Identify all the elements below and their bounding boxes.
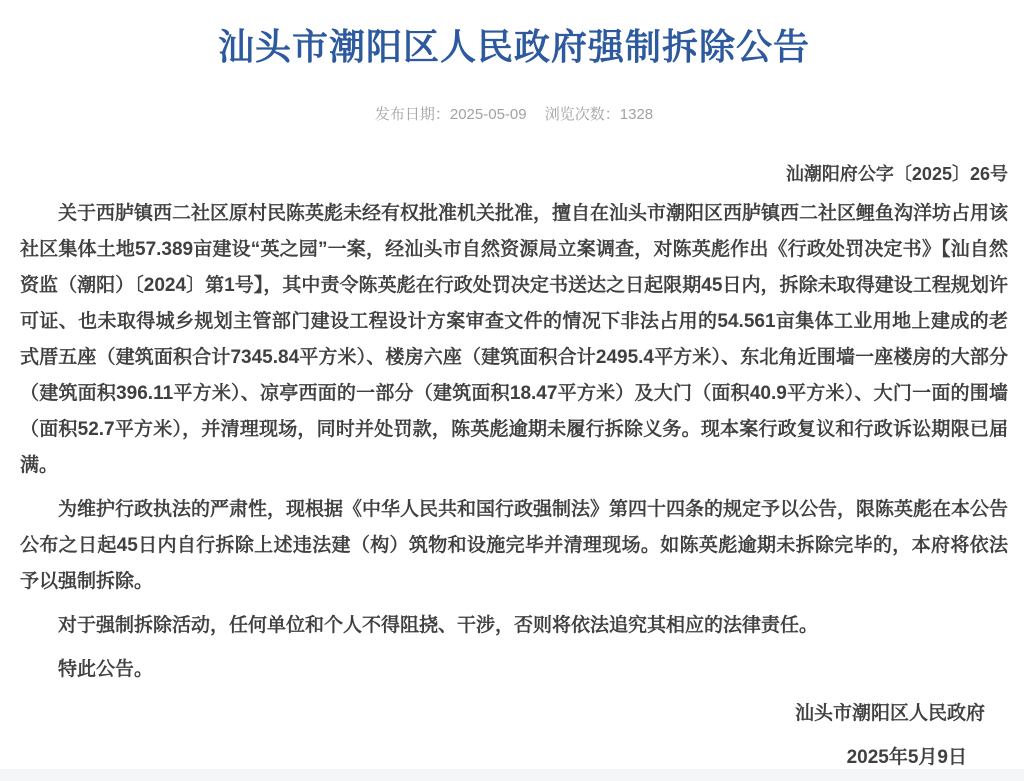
- issuer-signature: 汕头市潮阳区人民政府: [794, 703, 985, 724]
- paragraph-legal-warning: 对于强制拆除活动，任何单位和个人不得阻挠、干涉，否则将依法追究其相应的法律责任。: [58, 615, 819, 636]
- notice-body: [20, 184, 1008, 688]
- publish-date: 发布日期：2025-05-09: [374, 106, 527, 123]
- document-number: 汕潮阳府公字〔2025〕26号: [785, 164, 1008, 184]
- paragraph-case-summary: 关于西胪镇西二社区原村民陈英彪未经有权批准机关批准，擅自在汕头市潮阳区西胪镇西二社区鲤鱼沟洋坊占用该社区集体土地57.389亩建设“英之园”一案，经汕头市自然资源局立案调查，对陈英彪作出《行政处罚决定书》【汕自然资监（潮阳）〔2024〕第1号】，其中责令陈英彪在行政处罚决定书送达之日起限期45日内，拆除未取得建设工程规划许可证、也未取得城乡规划主管部门建设工程设计方案审查文件的情况下非法占用的54.561亩集体工业用地上建成的老式厝五座（建筑面积合计7345.84平方米）、楼房六座（建筑面积合计2495.4平方米）、东北角近围墙一座楼房的大部分（建筑面积396.11平方米）、凉亭西面的一部分（建筑面积18.47平方米）及大门（面积40.9平方米）、大门一面的围墙（面积52.7平方米），并清理现场，同时并处罚款，陈英彪逾期未履行拆除义务。现本案行政复议和行政诉讼期限已届满。: [20, 203, 1009, 476]
- publish-meta: [20, 106, 1008, 124]
- paragraph-closing: 特此公告。: [58, 659, 154, 680]
- page-bottom-strip: [0, 769, 1024, 781]
- page-title: 汕头市潮阳区人民政府强制拆除公告: [217, 26, 810, 67]
- paragraph-public-notice: 为维护行政执法的严肃性，现根据《中华人民共和国行政强制法》第四十四条的规定予以公告，限陈英彪在本公告公布之日起45日内自行拆除上述违法建（构）筑物和设施完毕并清理现场。如陈英彪逾期未拆除完毕的，本府将依法予以强制拆除。: [20, 499, 1009, 592]
- view-count: 浏览次数：1328: [544, 106, 654, 123]
- notice-footer: [20, 696, 1008, 776]
- issue-date: 2025年5月9日: [846, 747, 967, 768]
